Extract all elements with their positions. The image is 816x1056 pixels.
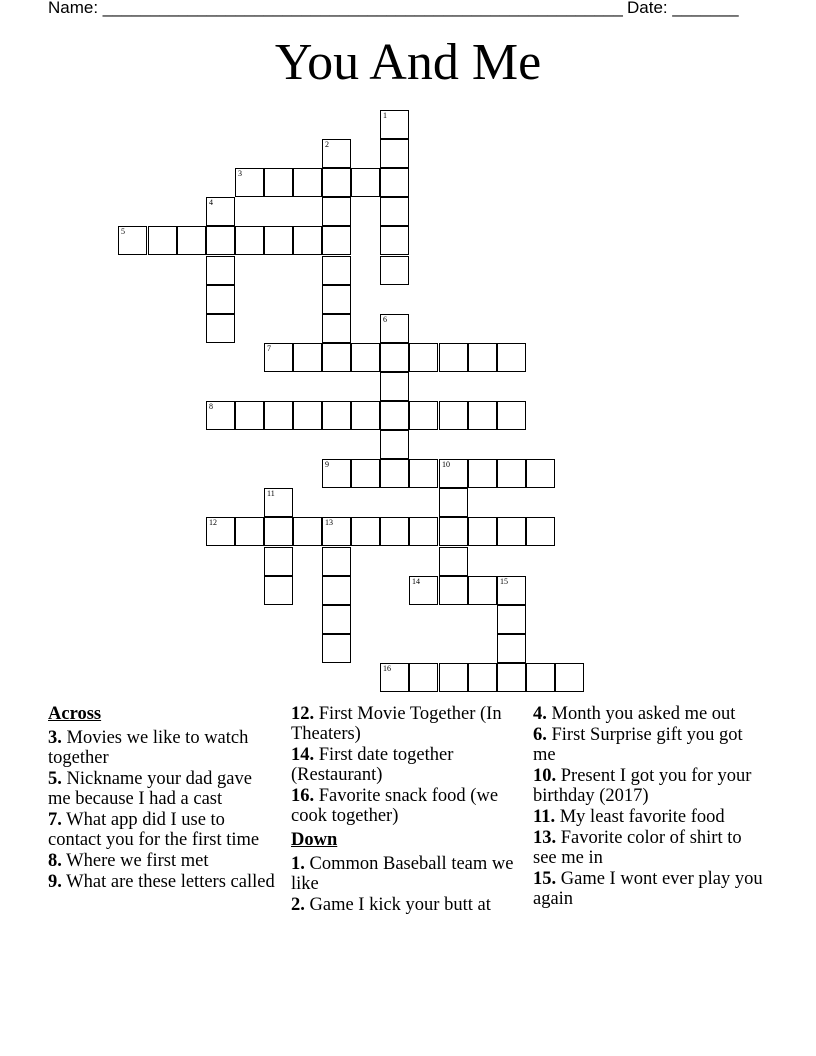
- grid-cell[interactable]: [264, 343, 293, 372]
- grid-cell[interactable]: [555, 663, 584, 692]
- grid-cell[interactable]: [322, 576, 351, 605]
- clue-text: First Surprise gift you got me: [533, 725, 743, 765]
- grid-cell[interactable]: [439, 517, 468, 546]
- clue-number: 11.: [533, 807, 556, 827]
- grid-cell[interactable]: [206, 285, 235, 314]
- grid-cell[interactable]: [264, 517, 293, 546]
- cell-number: 2: [325, 140, 329, 149]
- grid-cell[interactable]: [380, 256, 409, 285]
- clue-text: Present I got you for your birthday (2017): [533, 766, 752, 806]
- grid-cell[interactable]: [439, 663, 468, 692]
- grid-cell[interactable]: [526, 459, 555, 488]
- grid-cell[interactable]: [380, 430, 409, 459]
- clue-number: 10.: [533, 766, 557, 786]
- grid-cell[interactable]: [322, 139, 351, 168]
- grid-cell[interactable]: [439, 459, 468, 488]
- grid-cell[interactable]: [322, 517, 351, 546]
- clue-text: Game I kick your butt at: [309, 895, 491, 915]
- clue-across-7: [48, 810, 278, 850]
- grid-cell[interactable]: [322, 401, 351, 430]
- clue-across-9: [48, 872, 278, 892]
- clue-down-15: [533, 869, 763, 909]
- cell-number: 3: [238, 169, 242, 178]
- grid-cell[interactable]: [497, 576, 526, 605]
- grid-cell[interactable]: [206, 517, 235, 546]
- clue-down-2: [291, 895, 521, 915]
- grid-cell[interactable]: [468, 517, 497, 546]
- grid-cell[interactable]: [322, 197, 351, 226]
- grid-cell[interactable]: [206, 226, 235, 255]
- grid-cell[interactable]: [322, 314, 351, 343]
- grid-cell[interactable]: [293, 168, 322, 197]
- cell-number: 11: [267, 489, 275, 498]
- grid-cell[interactable]: [439, 488, 468, 517]
- grid-cell[interactable]: [322, 285, 351, 314]
- grid-cell[interactable]: [468, 663, 497, 692]
- grid-cell[interactable]: [351, 517, 380, 546]
- grid-cell[interactable]: [148, 226, 177, 255]
- grid-cell[interactable]: [235, 401, 264, 430]
- grid-cell[interactable]: [468, 459, 497, 488]
- grid-cell[interactable]: [497, 663, 526, 692]
- clue-across-3: [48, 728, 278, 768]
- clue-across-14: [291, 745, 521, 785]
- grid-cell[interactable]: [322, 256, 351, 285]
- grid-cell[interactable]: [409, 401, 438, 430]
- grid-cell[interactable]: [322, 226, 351, 255]
- grid-cell[interactable]: [322, 605, 351, 634]
- grid-cell[interactable]: [497, 605, 526, 634]
- grid-cell[interactable]: [439, 576, 468, 605]
- clue-number: 7.: [48, 810, 62, 830]
- grid-cell[interactable]: [264, 226, 293, 255]
- grid-cell[interactable]: [409, 459, 438, 488]
- puzzle-title: You And Me: [274, 34, 542, 91]
- grid-cell[interactable]: [264, 488, 293, 517]
- grid-cell[interactable]: [497, 634, 526, 663]
- clue-number: 13.: [533, 828, 557, 848]
- cell-number: 7: [267, 344, 271, 353]
- grid-cell[interactable]: [409, 517, 438, 546]
- clue-across-5: [48, 769, 278, 809]
- grid-cell[interactable]: [380, 343, 409, 372]
- grid-cell[interactable]: [497, 401, 526, 430]
- clue-number: 8.: [48, 851, 62, 871]
- cell-number: 8: [209, 402, 213, 411]
- clue-across-8: [48, 851, 278, 871]
- clue-text: What are these letters called: [66, 872, 275, 892]
- grid-cell[interactable]: [439, 343, 468, 372]
- grid-cell[interactable]: [380, 226, 409, 255]
- grid-cell[interactable]: [468, 401, 497, 430]
- across-heading: Across: [48, 704, 102, 724]
- clue-number: 9.: [48, 872, 62, 892]
- grid-cell[interactable]: [322, 634, 351, 663]
- clues-column-3: [533, 700, 763, 910]
- grid-cell[interactable]: [380, 459, 409, 488]
- grid-cell[interactable]: [293, 343, 322, 372]
- clue-text: Game I wont ever play you again: [533, 869, 763, 909]
- clue-across-16: [291, 786, 521, 826]
- clue-text: Nickname your dad gave me because I had a cast: [48, 769, 252, 809]
- grid-cell[interactable]: [264, 547, 293, 576]
- grid-cell[interactable]: [322, 168, 351, 197]
- clue-down-13: [533, 828, 763, 868]
- clue-text: Movies we like to watch together: [48, 728, 249, 768]
- grid-cell[interactable]: [206, 314, 235, 343]
- grid-cell[interactable]: [380, 517, 409, 546]
- grid-cell[interactable]: [293, 401, 322, 430]
- clue-number: 14.: [291, 745, 315, 765]
- grid-cell[interactable]: [409, 576, 438, 605]
- grid-cell[interactable]: [264, 401, 293, 430]
- clue-number: 16.: [291, 786, 315, 806]
- cell-number: 10: [442, 460, 450, 469]
- grid-cell[interactable]: [380, 663, 409, 692]
- clues-column-1: [48, 700, 278, 893]
- grid-cell[interactable]: [235, 226, 264, 255]
- clue-number: 3.: [48, 728, 62, 748]
- clue-number: 4.: [533, 704, 547, 724]
- grid-cell[interactable]: [468, 343, 497, 372]
- grid-cell[interactable]: [380, 110, 409, 139]
- grid-cell[interactable]: [206, 197, 235, 226]
- clue-across-12: [291, 704, 521, 744]
- cell-number: 15: [500, 577, 508, 586]
- clue-text: Month you asked me out: [551, 704, 736, 724]
- grid-cell[interactable]: [439, 401, 468, 430]
- clue-down-6: [533, 725, 763, 765]
- grid-cell[interactable]: [351, 401, 380, 430]
- grid-cell[interactable]: [497, 459, 526, 488]
- cell-number: 5: [121, 227, 125, 236]
- grid-cell[interactable]: [177, 226, 206, 255]
- clue-number: 12.: [291, 704, 315, 724]
- clue-number: 15.: [533, 869, 557, 889]
- clue-number: 6.: [533, 725, 547, 745]
- grid-cell[interactable]: [235, 517, 264, 546]
- clue-text: Favorite color of shirt to see me in: [533, 828, 742, 868]
- clue-text: My least favorite food: [559, 807, 725, 827]
- grid-cell[interactable]: [380, 139, 409, 168]
- clue-number: 5.: [48, 769, 62, 789]
- grid-cell[interactable]: [380, 314, 409, 343]
- grid-cell[interactable]: [322, 343, 351, 372]
- grid-cell[interactable]: [526, 663, 555, 692]
- grid-cell[interactable]: [293, 226, 322, 255]
- cell-number: 6: [383, 315, 387, 324]
- grid-cell[interactable]: [409, 663, 438, 692]
- grid-cell[interactable]: [206, 401, 235, 430]
- grid-cell[interactable]: [380, 168, 409, 197]
- grid-cell[interactable]: [293, 517, 322, 546]
- clue-number: 1.: [291, 854, 305, 874]
- grid-cell[interactable]: [497, 517, 526, 546]
- clue-text: First date together (Restaurant): [291, 745, 454, 785]
- grid-cell[interactable]: [409, 343, 438, 372]
- grid-cell[interactable]: [380, 372, 409, 401]
- grid-cell[interactable]: [351, 168, 380, 197]
- clue-down-11: [533, 807, 763, 827]
- cell-number: 14: [412, 577, 420, 586]
- grid-cell[interactable]: [351, 459, 380, 488]
- name-field-line[interactable]: Name: _______________________________________________________: [48, 0, 623, 17]
- grid-cell[interactable]: [380, 401, 409, 430]
- cell-number: 1: [383, 111, 387, 120]
- grid-cell[interactable]: [264, 168, 293, 197]
- grid-cell[interactable]: [118, 226, 147, 255]
- clue-text: Common Baseball team we like: [291, 854, 514, 894]
- clue-text: What app did I use to contact you for the first time: [48, 810, 260, 850]
- down-heading: Down: [291, 830, 338, 850]
- grid-cell[interactable]: [526, 517, 555, 546]
- cell-number: 4: [209, 198, 213, 207]
- grid-cell[interactable]: [497, 343, 526, 372]
- grid-cell[interactable]: [322, 547, 351, 576]
- clue-text: Where we first met: [66, 851, 209, 871]
- grid-cell[interactable]: [264, 576, 293, 605]
- clue-number: 2.: [291, 895, 305, 915]
- grid-cell[interactable]: [322, 459, 351, 488]
- clue-down-1: [291, 854, 521, 894]
- cell-number: 16: [383, 664, 391, 673]
- clues-column-2: [291, 700, 521, 916]
- grid-cell[interactable]: [351, 343, 380, 372]
- clue-down-4: [533, 704, 763, 724]
- grid-cell[interactable]: [206, 256, 235, 285]
- clue-text: Favorite snack food (we cook together): [291, 786, 499, 826]
- grid-cell[interactable]: [380, 197, 409, 226]
- date-field-line[interactable]: Date: _______: [627, 0, 739, 17]
- clue-down-10: [533, 766, 763, 806]
- cell-number: 12: [209, 518, 217, 527]
- cell-number: 9: [325, 460, 329, 469]
- grid-cell[interactable]: [468, 576, 497, 605]
- grid-cell[interactable]: [439, 547, 468, 576]
- grid-cell[interactable]: [235, 168, 264, 197]
- cell-number: 13: [325, 518, 333, 527]
- clue-text: First Movie Together (In Theaters): [291, 704, 502, 744]
